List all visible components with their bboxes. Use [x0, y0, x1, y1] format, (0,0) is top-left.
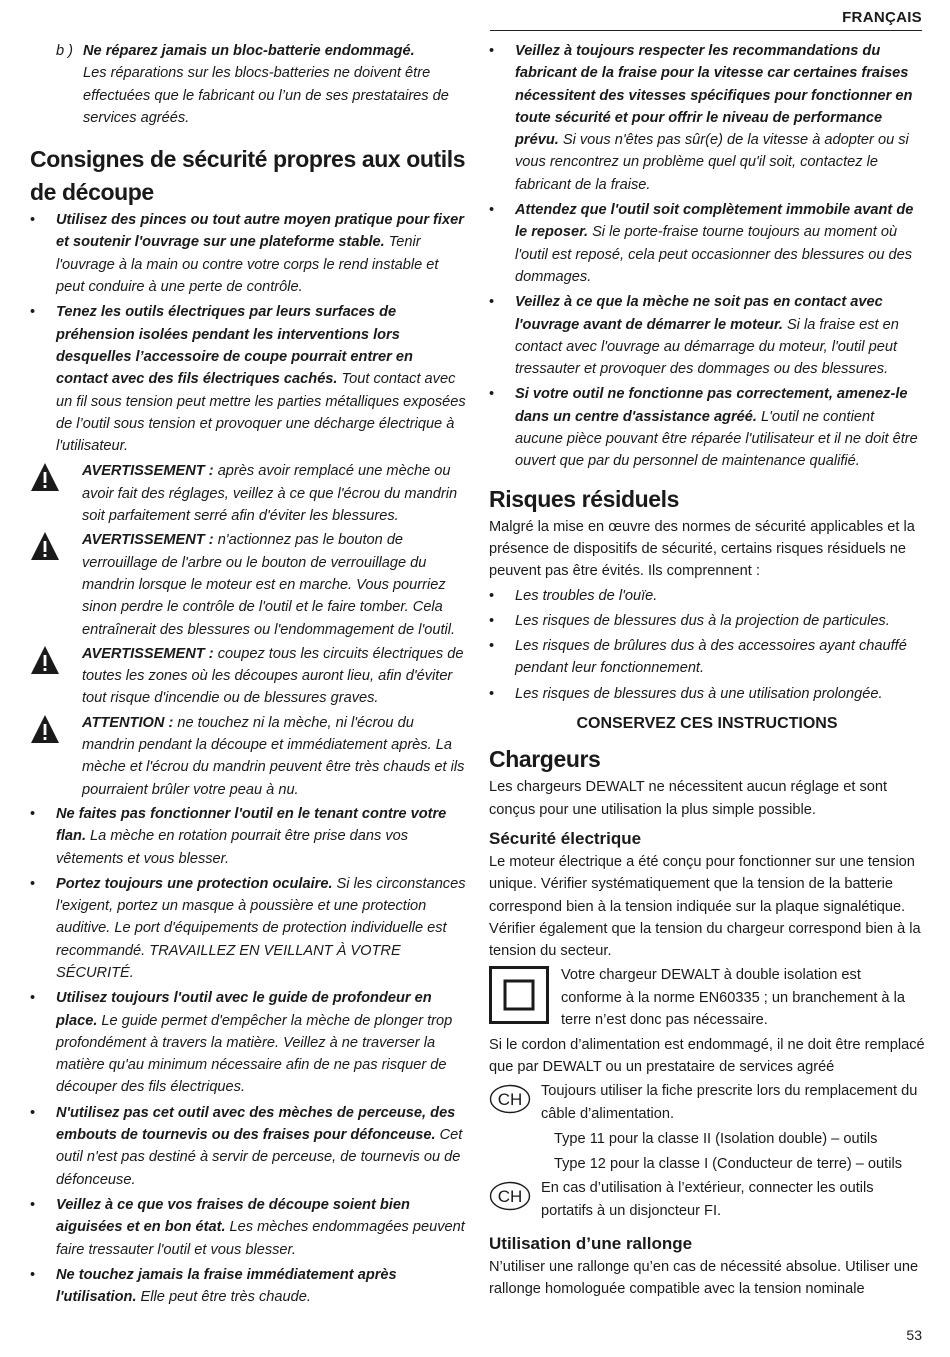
- electrical-text: Le moteur électrique a été conçu pour fonctionner sur une tension unique. Vérifier systématiquement que la tension de la batterie correspond bien à la tension indiquée sur la plaque signalétique. Vérifier également que la tension du chargeur correspond bien à la tension du secteur.: [489, 853, 921, 960]
- ch-badge-text: CH: [497, 1187, 523, 1207]
- list-item: • Attendez que l'outil soit complètement immobile avant de le reposer. Si le porte-fraise tourne toujours au moment où l'outil est reposé, cela peut occasionner des blessures ou des dommages.: [489, 202, 914, 285]
- ch-badge-icon: [489, 1177, 541, 1222]
- list-item: • Portez toujours une protection oculaire. Si les circonstances l'exigent, portez un masque à poussière et une protection auditive. Le port d'équipements de protection individuelle est recommandé. TRAVAILLEZ EN VEILLANT À VOTRE SÉCURITÉ.: [30, 875, 466, 981]
- double-insulation-text: Votre chargeur DEWALT à double isolation est conforme à la norme EN60335 ; un branchement à la terre n’est donc pas nécessaire.: [561, 967, 905, 1028]
- residual-intro: Malgré la mise en œuvre des normes de sécurité applicables et la présence de dispositifs de sécurité, certains risques résiduels ne peuvent pas être évités. Ils comprennent :: [489, 518, 915, 580]
- sub-item-label: b ): [56, 43, 74, 59]
- list-item: • Si votre outil ne fonctionne pas correctement, amenez-le dans un centre d'assistance agréé. L'outil ne contient aucune pièce pouvant être réparée l'utilisateur et il ne doit être ouvert que par du personnel de maintenance qualifié.: [489, 386, 918, 470]
- sub-item-text: Les réparations sur les blocs-batteries ne doivent être effectuées que le fabricant ou l’un de ses prestataires de services agréés.: [83, 65, 449, 126]
- header-rule: [490, 30, 922, 31]
- cord-text: Si le cordon d’alimentation est endommagé, il ne doit être remplacé que par DEWALT ou un prestataire de services agréé: [489, 1036, 925, 1075]
- double-insulation-block: [489, 964, 925, 1031]
- warning-triangle-icon: [30, 529, 82, 640]
- type11-text: Type 11 pour la classe II (Isolation double) – outils: [554, 1130, 878, 1147]
- list-item: • Les risques de blessures dus à une utilisation prolongée.: [489, 685, 883, 702]
- ch-note-block: [489, 1177, 925, 1222]
- list-item: • Les troubles de l'ouïe.: [489, 587, 658, 604]
- list-item: • Tenez les outils électriques par leurs surfaces de préhension isolées pendant les interventions lors desquelles l’accessoire de coupe pourrait entrer en contact avec des fils électriques cachés. Tout contact avec un fil sous tension peut mettre les parties métalliques exposées de l’outil sous tension et provoquer une décharge électrique à l'utilisateur.: [30, 304, 466, 455]
- section-title-chargers: Chargeurs: [489, 746, 601, 773]
- list-item: • Veillez à toujours respecter les recommandations du fabricant de la fraise pour la vitesse car certaines fraises nécessitent des vitesses spécifiques pour fonctionner en toute sécurité et pour offrir le niveau de performance prévu. Si vous n'êtes pas sûr(e) de la vitesse à adopter ou si vous rencontrez un problème quel qu'il soit, contactez le fabricant de la fraise.: [489, 43, 913, 193]
- list-item: • Veillez à ce que vos fraises de découpe soient bien aiguisées et en bon état. Les mèches endommagées peuvent faire tressauter l'outil et vous blesser.: [30, 1196, 465, 1258]
- list-item: • Utilisez toujours l'outil avec le guide de profondeur en place. Le guide permet d'empêcher la mèche de plonger trop profondément à travers la matière. Veillez à ne traverser la matière qu'au minimum nécessaire afin de ne pas risquer de découper des fils électriques.: [30, 990, 453, 1096]
- warning-block: AVERTISSEMENT : coupez tous les circuits électriques de toutes les zones où les découpes auront lieu, afin d'éviter tout risque d'incendie ou de blessures graves.: [30, 643, 466, 710]
- sub-item-bold: Ne réparez jamais un bloc-batterie endommagé.: [83, 43, 415, 59]
- warning-triangle-icon: [30, 712, 82, 801]
- list-item: • Ne faites pas fonctionner l'outil en le tenant contre votre flan. La mèche en rotation pourrait être prise dans vos vêtements et vous blesser.: [30, 805, 447, 867]
- conserve-instructions: CONSERVEZ CES INSTRUCTIONS: [576, 715, 838, 733]
- ch-note-text: Toujours utiliser la fiche prescrite lors du remplacement du câble d’alimentation.: [541, 1083, 918, 1122]
- list-item: • Les risques de brûlures dus à des accessoires ayant chauffé pendant leur fonctionnement.: [489, 638, 907, 677]
- chargers-intro: Les chargeurs DEWALT ne nécessitent aucun réglage et sont conçus pour une utilisation la plus simple possible.: [489, 779, 888, 818]
- caution-block: ATTENTION : ne touchez ni la mèche, ni l'écrou du mandrin pendant la découpe et immédiatement après. La mèche et l'écrou du mandrin peuvent être très chauds et ils pourraient brûler votre peau à nu.: [30, 712, 466, 801]
- sub-item-b: [30, 40, 466, 129]
- warning-triangle-icon: [30, 643, 82, 710]
- list-item: • Veillez à ce que la mèche ne soit pas en contact avec l'ouvrage avant de démarrer le moteur. Si la fraise est en contact avec l'ouvrage au démarrage du moteur, l'outil peut tressauter et provoquer des dommages ou des blessures.: [489, 294, 899, 378]
- subtitle-electrical-safety: Sécurité électrique: [489, 828, 642, 848]
- warning-block: AVERTISSEMENT : n'actionnez pas le bouton de verrouillage de l'arbre ou le bouton de verrouillage du mandrin lorsque le moteur est en marche. Vous pourriez sinon perdre le contrôle de l'outil et le faire tomber. Cela entraînerait des blessures ou l'endommagement de l'outil.: [30, 529, 466, 640]
- ch-badge-icon: [489, 1080, 541, 1125]
- ch-note-block: [489, 1080, 925, 1125]
- extension-text: N’utiliser une rallonge qu’en cas de nécessité absolue. Utiliser une rallonge homologuée compatible avec la tension nominale: [489, 1259, 919, 1298]
- list-item: • Ne touchez jamais la fraise immédiatement après l'utilisation. Elle peut être très chaude.: [30, 1266, 397, 1306]
- list-item: • Utilisez des pinces ou tout autre moyen pratique pour fixer et soutenir l'ouvrage sur une plateforme stable. Tenir l'ouvrage à la main ou contre votre corps le rend instable et peut conduire à une perte de contrôle.: [30, 212, 464, 296]
- subtitle-extension-cord: Utilisation d’une rallonge: [489, 1234, 693, 1254]
- type12-text: Type 12 pour la classe I (Conducteur de terre) – outils: [554, 1156, 902, 1173]
- warning-block: AVERTISSEMENT : après avoir remplacé une mèche ou avoir fait des réglages, veillez à ce que l'écrou du mandrin soit parfaitement serré afin d'éviter les blessures.: [30, 460, 466, 527]
- section-title-cutting: Consignes de sécurité propres aux outils de découpe: [30, 146, 466, 206]
- warning-triangle-icon: [30, 460, 82, 527]
- left-column: [30, 40, 466, 1311]
- language-header: FRANÇAIS: [842, 9, 922, 26]
- page-number: 53: [906, 1327, 922, 1343]
- list-item: • N'utilisez pas cet outil avec des mèches de perceuse, des embouts de tournevis ou des fraises pour défonceuse. Cet outil n'est pas destiné à servir de perceuse, de tournevis ou de défonceuse.: [30, 1104, 463, 1188]
- ch-note-text: En cas d’utilisation à l’extérieur, connecter les outils portatifs à un disjoncteur FI.: [541, 1180, 874, 1219]
- double-insulation-icon: [489, 964, 561, 1031]
- list-item: • Les risques de blessures dus à la projection de particules.: [489, 612, 890, 629]
- section-title-residual: Risques résiduels: [489, 485, 680, 512]
- right-column: [489, 40, 925, 1301]
- ch-badge-text: CH: [497, 1090, 523, 1110]
